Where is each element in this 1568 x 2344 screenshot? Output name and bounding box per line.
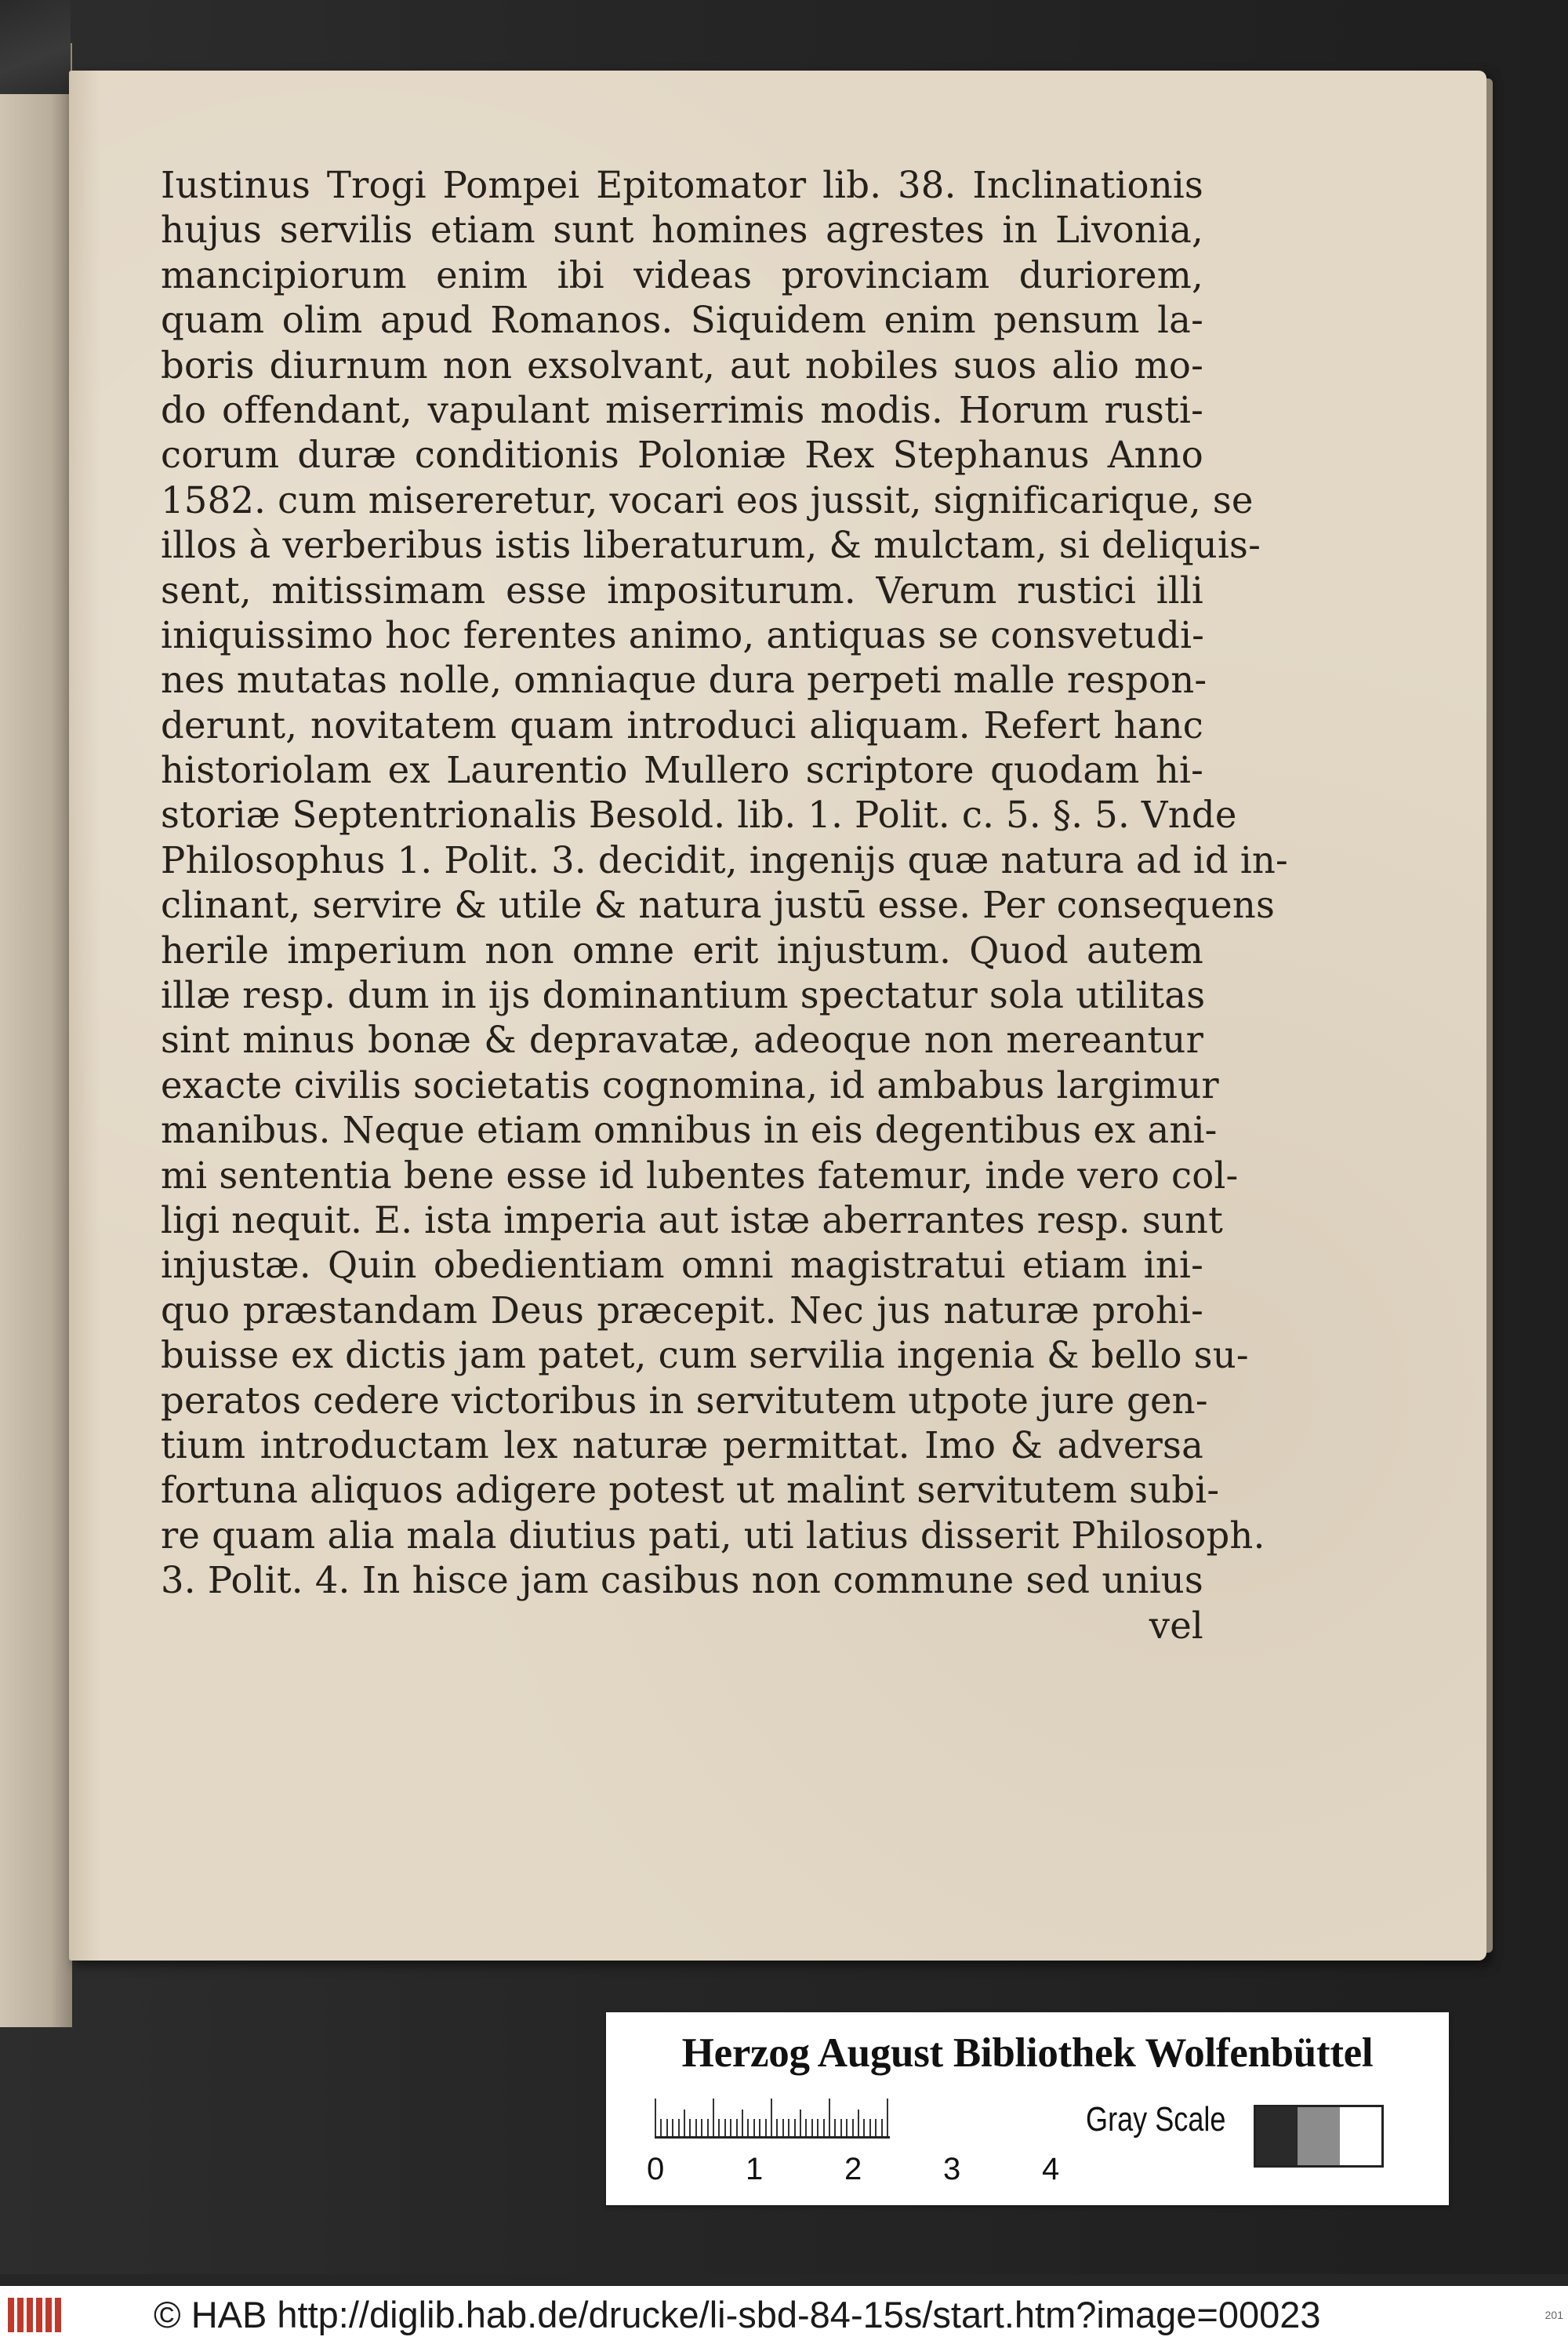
page-edge [1486, 78, 1493, 1953]
gray-scale-label: Gray Scale [1086, 2100, 1226, 2139]
ruler-tick [655, 2099, 656, 2136]
footer-small-number: 201 [1544, 2309, 1563, 2321]
ruler-tick [724, 2119, 726, 2136]
text-line: re quam alia mala diutius pati, uti latius disserit Philosoph. [161, 1514, 1265, 1557]
ruler-tick [852, 2119, 854, 2136]
ruler-tick [672, 2119, 673, 2136]
ruler-tick [759, 2119, 760, 2136]
ruler-tick [805, 2119, 807, 2136]
text-line: sent, mitissimam esse impositurum. Verum rustici illi [161, 569, 1203, 612]
text-line: 1582. cum misereretur, vocari eos jussit, significarique, se [161, 478, 1254, 521]
logo-bar [36, 2298, 42, 2332]
ruler-tick [817, 2119, 818, 2136]
text-line: derunt, novitatem quam introduci aliquam. Refert hanc [161, 703, 1203, 747]
text-line: boris diurnum non exsolvant, aut nobiles suos alio mo- [161, 343, 1203, 387]
gray-swatch [1298, 2107, 1339, 2165]
text-line: 3. Polit. 4. In hisce jam casibus non commune sed unius [161, 1559, 1203, 1602]
ruler-tick [753, 2119, 755, 2136]
footer-bar [0, 2286, 1568, 2344]
ruler-tick [776, 2119, 778, 2136]
hab-logo-icon [8, 2298, 66, 2332]
ruler-tick [713, 2099, 714, 2136]
ruler-tick [684, 2110, 685, 2136]
ruler-tick [788, 2119, 789, 2136]
gray-swatch [1340, 2107, 1381, 2165]
ruler-number: 3 [943, 2152, 961, 2186]
text-line: Iustinus Trogi Pompei Epitomator lib. 38. Inclinationis [161, 164, 1203, 206]
ruler-tick [846, 2119, 848, 2136]
text-line: illos à verberibus istis liberaturum, & mulctam, si deliquis- [161, 524, 1261, 567]
logo-bar [8, 2298, 14, 2332]
text-line: hujus servilis etiam sunt homines agrestes in Livonia, [161, 209, 1203, 252]
text-line: Philosophus 1. Polit. 3. decidit, ingenijs quæ natura ad id in- [161, 838, 1288, 881]
ruler-tick [718, 2119, 720, 2136]
color-target-card [606, 2012, 1449, 2205]
ruler-tick [678, 2119, 680, 2136]
ruler-tick [660, 2119, 662, 2136]
ruler-tick [863, 2119, 865, 2136]
text-line: historiolam ex Laurentio Mullero scriptore quodam hi- [161, 749, 1203, 792]
ruler-tick [875, 2119, 877, 2136]
binding-shadow [0, 0, 71, 94]
ruler-tick [794, 2119, 796, 2136]
text-line: quo præstandam Deus præcepit. Nec jus naturæ prohi- [161, 1288, 1203, 1332]
previous-page-edge [0, 43, 72, 2027]
text-line: corum duræ conditionis Poloniæ Rex Stephanus Anno [161, 434, 1203, 477]
ruler-tick [771, 2099, 772, 2136]
ruler-tick [782, 2119, 784, 2136]
ruler-tick [695, 2119, 697, 2136]
text-line: sint minus bonæ & depravatæ, adeoque non mereantur [161, 1019, 1203, 1062]
gray-scale-swatches [1254, 2105, 1384, 2168]
ruler-tick [765, 2119, 767, 2136]
text-line: do offendant, vapulant miserrimis modis. Horum rusti- [161, 388, 1203, 431]
text-line: ligi nequit. E. ista imperia aut istæ aberrantes resp. sunt [161, 1198, 1223, 1241]
measurement-ruler [655, 2099, 890, 2139]
ruler-number: 0 [647, 2152, 665, 2186]
text-line: injustæ. Quin obedientiam omni magistratui etiam ini- [161, 1244, 1203, 1287]
library-name: Herzog August Bibliothek Wolfenbüttel [681, 2030, 1374, 2076]
text-line: nes mutatas nolle, omniaque dura perpeti malle respon- [161, 659, 1207, 702]
text-line: peratos cedere victoribus in servitutem utpote jure gen- [161, 1379, 1208, 1422]
ruler-tick [887, 2099, 888, 2136]
text-line: fortuna aliquos adigere potest ut malint servitutem subi- [161, 1469, 1220, 1512]
logo-bar [17, 2298, 24, 2332]
text-line: mancipiorum enim ibi videas provinciam duriorem, [161, 253, 1203, 296]
ruler-number: 2 [844, 2152, 862, 2186]
ruler-tick [829, 2099, 830, 2136]
ruler-tick [666, 2119, 668, 2136]
ruler-tick [858, 2110, 859, 2136]
logo-bar [45, 2298, 52, 2332]
logo-bar [27, 2298, 33, 2332]
copyright-url[interactable]: © HAB http://diglib.hab.de/drucke/li-sbd-84-15s/start.htm?image=00023 [154, 2294, 1321, 2335]
text-line: manibus. Neque etiam omnibus in eis degentibus ex ani- [161, 1109, 1218, 1152]
ruler-tick [689, 2119, 691, 2136]
text-line: herile imperium non omne erit injustum. Quod autem [161, 929, 1203, 972]
text-line: storiæ Septentrionalis Besold. lib. 1. Polit. c. 5. §. 5. Vnde [161, 794, 1237, 837]
ruler-tick [800, 2110, 801, 2136]
ruler-tick [811, 2119, 813, 2136]
text-line: tium introductam lex naturæ permittat. Imo & adversa [161, 1423, 1203, 1466]
ruler-tick [881, 2119, 883, 2136]
text-line: mi sententia bene esse id lubentes fatemur, inde vero col- [161, 1154, 1239, 1197]
text-line: illæ resp. dum in ijs dominantium spectatur sola utilitas [161, 974, 1206, 1017]
ruler-tick [747, 2119, 749, 2136]
ruler-number: 1 [746, 2152, 764, 2186]
page-text [161, 163, 1288, 1648]
ruler-tick [840, 2119, 842, 2136]
text-line: iniquissimo hoc ferentes animo, antiquas se consvetudi- [161, 613, 1205, 656]
catchword: vel [1149, 1604, 1203, 1647]
ruler-tick [834, 2119, 836, 2136]
ruler-tick [742, 2110, 743, 2136]
text-line: clinant, servire & utile & natura justū esse. Per consequens [161, 884, 1276, 927]
gray-swatch [1256, 2107, 1298, 2165]
ruler-tick [701, 2119, 702, 2136]
ruler-tick [736, 2119, 738, 2136]
ruler-tick [823, 2119, 825, 2136]
text-line: quam olim apud Romanos. Siquidem enim pensum la- [161, 299, 1203, 342]
logo-bar [55, 2298, 61, 2332]
text-line: exacte civilis societatis cognomina, id ambabus largimur [161, 1063, 1219, 1107]
ruler-tick [869, 2119, 871, 2136]
text-line: buisse ex dictis jam patet, cum servilia ingenia & bello su- [161, 1334, 1249, 1377]
ruler-tick [730, 2119, 731, 2136]
ruler-tick [707, 2119, 709, 2136]
ruler-number: 4 [1042, 2152, 1060, 2186]
